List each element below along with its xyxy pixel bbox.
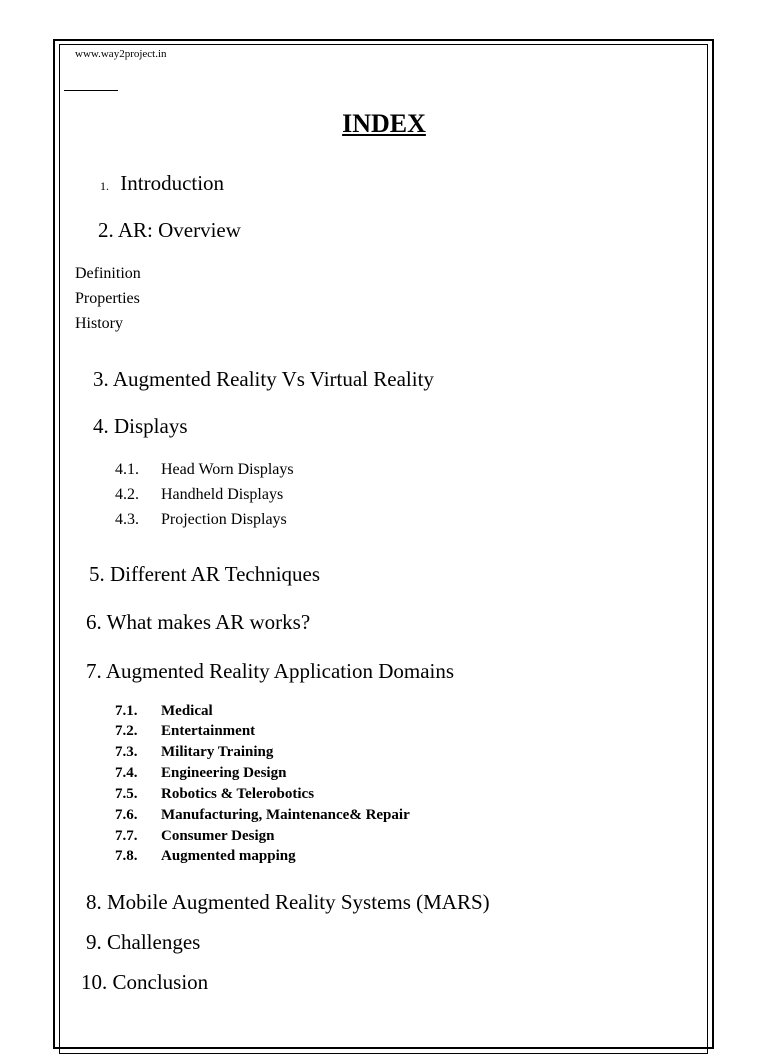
toc-item-5: 5. Different AR Techniques	[89, 562, 321, 586]
toc-item-4: 4. Displays	[93, 414, 188, 438]
header-url: www.way2project.in	[75, 48, 167, 60]
toc-subitem: 4.3. Projection Displays	[115, 511, 287, 528]
toc-item-9: 9. Challenges	[86, 930, 201, 954]
toc-item-1-number: 1.	[100, 179, 109, 193]
toc-item-6: 6. What makes AR works?	[86, 610, 311, 634]
toc-subitem: 4.2. Handheld Displays	[115, 486, 284, 503]
toc-item-3: 3. Augmented Reality Vs Virtual Reality	[93, 367, 434, 391]
toc-item-2-sub: Definition	[75, 265, 141, 282]
toc-subitem: 7.5. Robotics & Telerobotics	[115, 786, 315, 802]
toc-subitem: 7.6. Manufacturing, Maintenance& Repair	[115, 807, 410, 823]
toc-item-10: 10. Conclusion	[81, 970, 209, 994]
toc-item-2-sub: Properties	[75, 290, 140, 307]
header-rule	[64, 90, 118, 91]
toc-item-8: 8. Mobile Augmented Reality Systems (MARS)	[86, 890, 490, 914]
toc-item-2-sub: History	[75, 315, 123, 332]
toc-subitem: 7.8. Augmented mapping	[115, 848, 296, 864]
toc-subitem: 7.7. Consumer Design	[115, 828, 275, 844]
toc-subitem: 7.2. Entertainment	[115, 723, 256, 739]
toc-subitem: 7.4. Engineering Design	[115, 765, 287, 781]
toc-item-1-label: Introduction	[120, 171, 225, 195]
toc-item-2: 2. AR: Overview	[98, 218, 241, 242]
toc-item-7: 7. Augmented Reality Application Domains	[86, 659, 455, 683]
toc-subitem: 7.3. Military Training	[115, 744, 274, 760]
toc-subitem: 7.1. Medical	[115, 703, 213, 719]
page-title: INDEX	[342, 109, 426, 138]
toc-item-1	[100, 171, 224, 196]
toc-subitem: 4.1. Head Worn Displays	[115, 461, 294, 478]
